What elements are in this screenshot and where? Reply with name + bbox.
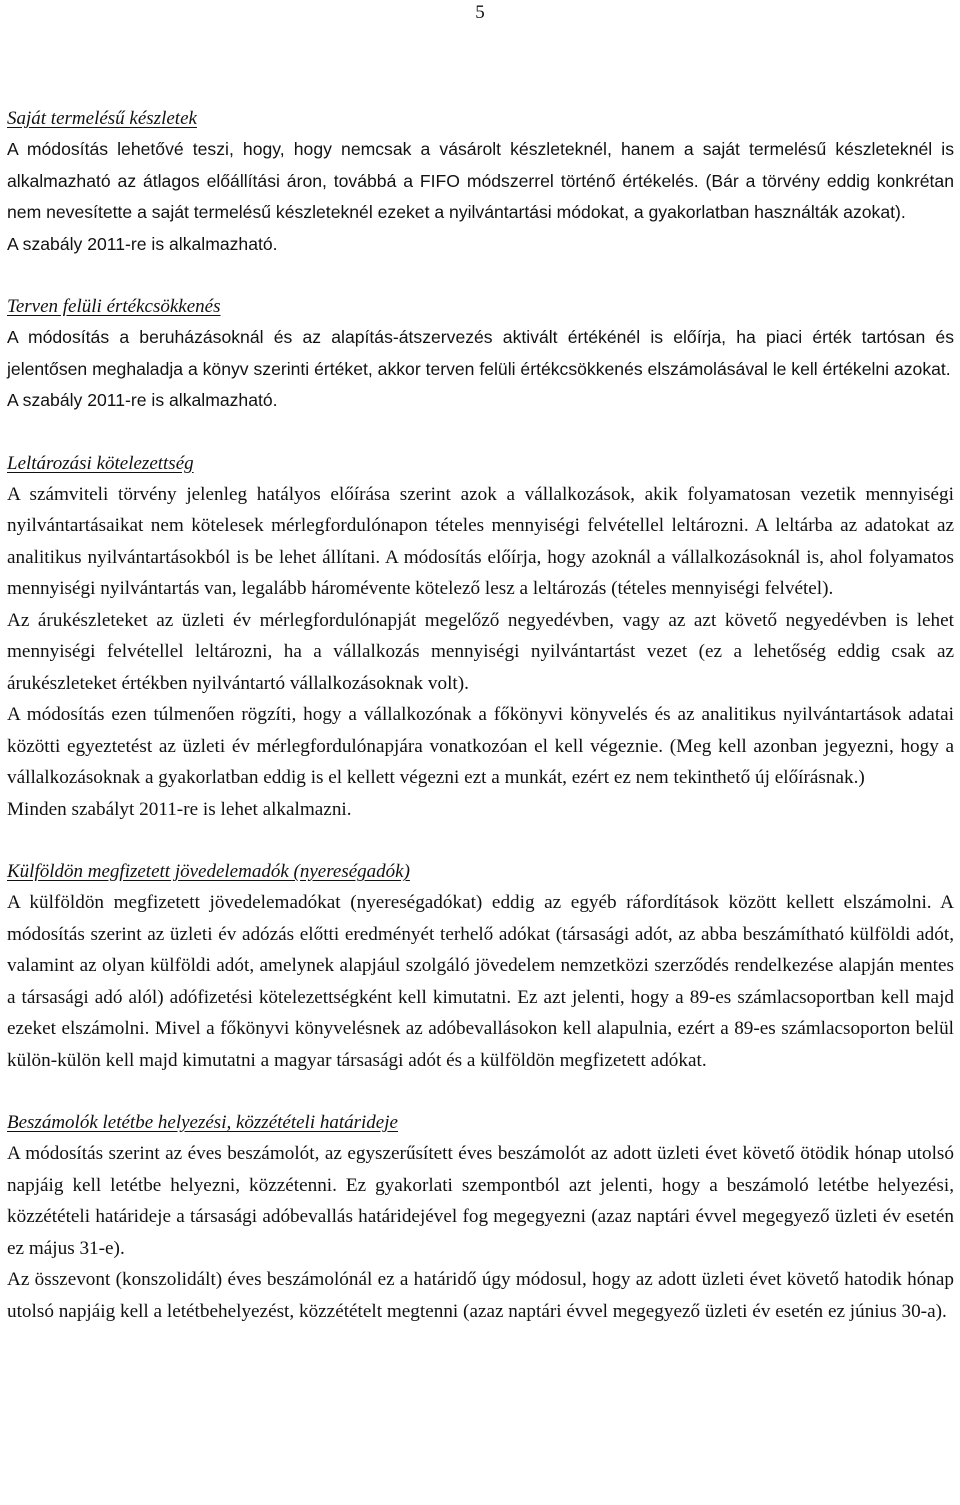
section-paragraph: Minden szabályt 2011-re is lehet alkalmazni. bbox=[7, 798, 352, 820]
section-paragraph: A módosítás a beruházásoknál és az alapítás-átszervezés aktivált értékénél is előírja, ha piaci érték tartósan és jelentősen meghaladja a könyv szerinti értéket, akkor terven felüli értékcsökkenés elszámolásával le kell értékelni azokat. bbox=[7, 327, 954, 379]
section-kulfoldon-megfizetett-jovedelemadok bbox=[7, 856, 954, 1076]
section-paragraph: A szabály 2011-re is alkalmazható. bbox=[7, 390, 278, 410]
section-terven-feluli-ertekcsokkenes bbox=[7, 291, 954, 417]
section-paragraph: Az árukészleteket az üzleti év mérlegfordulónapját megelőző negyedévben, vagy az azt követő negyedévben is lehet mennyiségi felvétellel leltározni, ha a vállalkozás mennyiségi nyilvántartást vezet (ez a lehetőség eddig csak az árukészleteket értékben nyilvántartó vállalkozásoknak volt). bbox=[7, 609, 954, 694]
section-beszamolok-letetbe-helyezese bbox=[7, 1107, 954, 1327]
section-heading: Külföldön megfizetett jövedelemadók (nyereségadók) bbox=[7, 861, 410, 882]
page-number: 5 bbox=[475, 2, 485, 23]
section-sajat-termelesu-keszletek bbox=[7, 103, 954, 260]
section-paragraph: A módosítás lehetővé teszi, hogy, hogy nemcsak a vásárolt készleteknél, hanem a saját termelésű készleteknél is alkalmazható az átlagos előállítási áron, továbbá a FIFO módszerrel történő értékelés. (Bár a törvény eddig konkrétan nem nevesítette a saját termelésű készleteknél ezeket a nyilvántartási módokat, a gyakorlatban használták azokat). bbox=[7, 139, 954, 222]
section-heading: Saját termelésű készletek bbox=[7, 108, 197, 129]
section-paragraph: A számviteli törvény jelenleg hatályos előírása szerint azok a vállalkozások, akik folyamatosan vezetik mennyiségi nyilvántartásaikat nem kötelesek mérlegfordulónapon tételes mennyiségi felvétellel leltározni. A leltárba az adatokat az analitikus nyilvántartásokból is be lehet állítani. A módosítás előírja, hogy azoknál a vállalkozásoknál is, ahol folyamatos mennyiségi nyilvántartás van, legalább háromévente kötelező lesz a leltározás (tételes mennyiségi felvétel). bbox=[7, 483, 954, 599]
section-paragraph: A módosítás ezen túlmenően rögzíti, hogy a vállalkozónak a főkönyvi könyvelés és az analitikus nyilvántartások adatai közötti egyeztetést az üzleti év mérlegfordulónapjára vonatkozóan el kell végeznie. (Meg kell azonban jegyezni, hogy a vállalkozásoknak a gyakorlatban eddig is el kellett végezni ezt a munkát, ezért ez nem tekinthető új előírásnak.) bbox=[7, 704, 954, 788]
section-heading: Beszámolók letétbe helyezési, közzétételi határideje bbox=[7, 1112, 398, 1133]
section-paragraph: A külföldön megfizetett jövedelemadókat (nyereségadókat) eddig az egyéb ráfordítások között kellett elszámolni. A módosítás szerint az üzleti év adózás előtti eredményét terhelő adókat (társasági adót, az abba beszámítható külföldi adót, valamint az olyan külföldi adót, amelynek alapjául szolgáló jövedelem nemzetközi szerződés rendelkezése alapján mentes a társasági adó alól) adófizetési kötelezettségként kell kimutatni. Ez azt jelenti, hogy a 89-es számlacsoportban kell majd ezeket elszámolni. Mivel a főkönyvi könyvelésnek az adóbevallásokon kell alapulnia, ezért a 89-es számlacsoporton belül külön-külön kell majd kimutatni a magyar társasági adót és a külföldön megfizetett adókat. bbox=[7, 892, 954, 1071]
section-paragraph: Az összevont (konszolidált) éves beszámolónál ez a határidő úgy módosul, hogy az adott üzleti évet követő hatodik hónap utolsó napjáig kell a letétbehelyezést, közzétételt megtenni (azaz naptári évvel megegyező üzleti év esetén ez június 30-a). bbox=[7, 1269, 954, 1322]
section-paragraph: A módosítás szerint az éves beszámolót, az egyszerűsített éves beszámolót az adott üzleti évet követő ötödik hónap utolsó napjáig kell letétbe helyezni, közzétenni. Ez gyakorlati szempontból azt jelenti, hogy a beszámoló letétbe helyezési, közzétételi határideje a társasági adóbevallás határidejével fog megegyezni (azaz naptári évvel megegyező üzleti év esetén ez május 31-e). bbox=[7, 1143, 954, 1259]
section-paragraph: A szabály 2011-re is alkalmazható. bbox=[7, 233, 278, 254]
section-heading: Terven felüli értékcsökkenés bbox=[7, 296, 221, 317]
section-heading: Leltározási kötelezettség bbox=[7, 452, 194, 474]
document-body bbox=[7, 103, 954, 1327]
section-leltarozasi-kotelezettseg bbox=[7, 448, 954, 826]
